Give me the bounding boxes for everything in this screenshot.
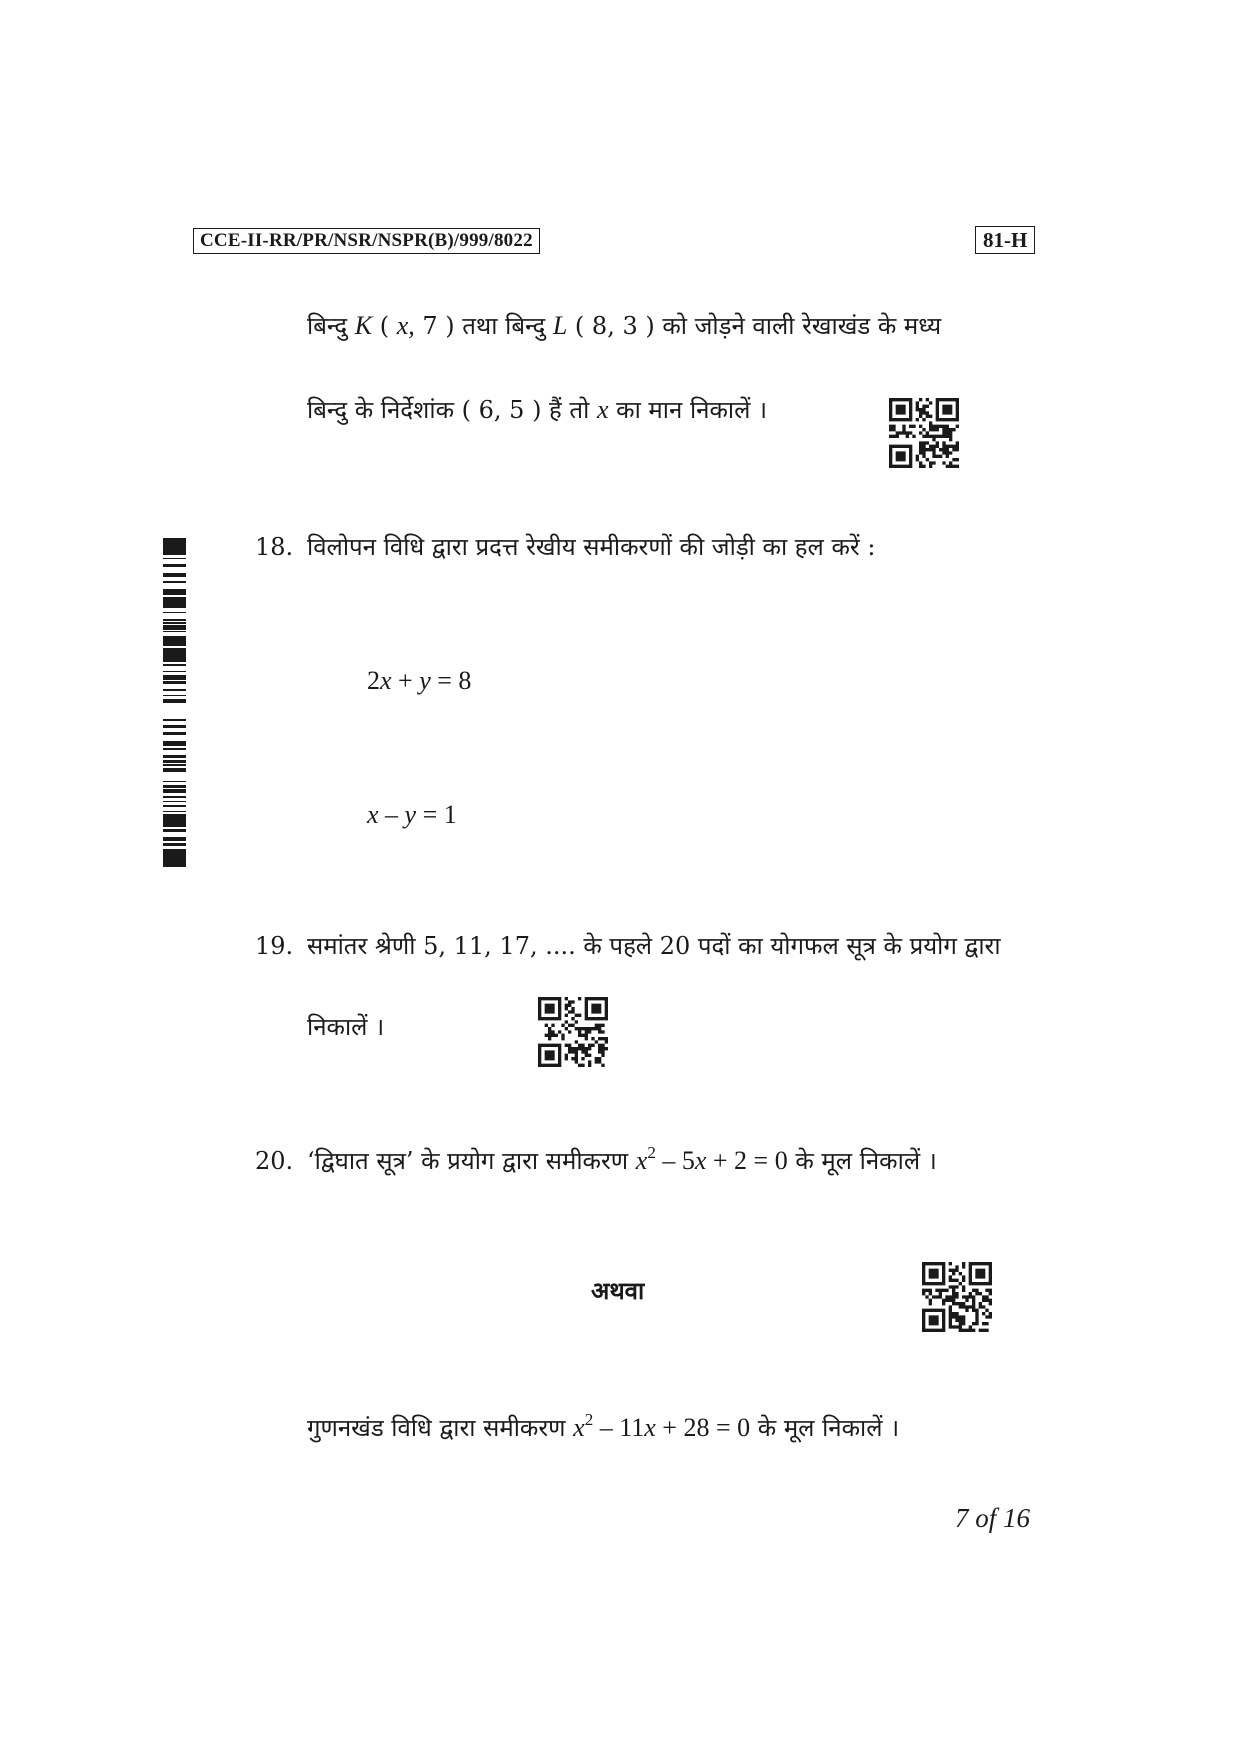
q20-text: ‘द्विघात सूत्र’ के प्रयोग द्वारा समीकरण (307, 1147, 636, 1175)
eq-var: x (644, 1413, 656, 1442)
barcode-image (163, 538, 186, 872)
eq-op: + (391, 666, 420, 695)
q20-text: के मूल निकालें । (787, 1147, 937, 1175)
q19-line-2 (307, 1010, 384, 1044)
q20-equation (635, 1143, 788, 1175)
page-number: 7 of 16 (955, 1503, 1031, 1533)
eq-term: + 2 = 0 (706, 1146, 788, 1175)
q17-point-k: K (354, 311, 373, 340)
eq-term: 2 (367, 666, 380, 695)
q20-alt-text: के मूल निकालें । (750, 1414, 900, 1442)
q17-text: बिन्दु (307, 312, 355, 340)
q19-line-1 (255, 929, 1001, 963)
eq-power: 2 (647, 1143, 656, 1162)
q17-text: ( (372, 312, 397, 340)
q19-text: समांतर श्रेणी 5, 11, 17, .... के पहले 20 पदों का योगफल सूत्र के प्रयोग द्वारा (307, 932, 1001, 960)
eq-var: y (419, 666, 431, 695)
q18-line (255, 530, 875, 564)
eq-term: – 11 (593, 1413, 645, 1442)
question-number: 20. (255, 1147, 294, 1175)
qr-code-icon (538, 997, 608, 1067)
question-number: 19. (255, 932, 294, 960)
eq-rhs: = 8 (430, 666, 472, 695)
eq-var: y (404, 800, 417, 829)
q20-alt-line (307, 1411, 899, 1445)
eq-rhs: = 1 (416, 800, 457, 829)
q18-equation-1 (367, 666, 471, 696)
q20-line (255, 1144, 937, 1178)
eq-var: x (694, 1146, 707, 1175)
q17-line-1 (307, 309, 941, 343)
q17-point-l: L (552, 311, 568, 340)
paper-number-box: 81-H (975, 226, 1035, 254)
eq-var: x (380, 666, 392, 695)
q18-text: विलोपन विधि द्वारा प्रदत्त रेखीय समीकरणों की जोड़ी का हल करें : (307, 533, 876, 561)
q20-alt-text: गुणनखंड विधि द्वारा समीकरण (307, 1414, 574, 1442)
eq-term: + 28 = 0 (655, 1413, 751, 1442)
q20-alt-equation (573, 1410, 751, 1442)
q19-text: निकालें । (307, 1013, 385, 1041)
paper-code-box: CCE-II-RR/PR/NSR/NSPR(B)/999/8022 (193, 228, 540, 254)
qr-code-icon (889, 398, 959, 468)
qr-code-icon (922, 1262, 992, 1332)
eq-var: x (573, 1413, 585, 1442)
q17-var-x: x, (396, 311, 415, 340)
question-number: 18. (255, 533, 294, 561)
q17-line-2 (307, 393, 767, 427)
eq-term: – 5 (655, 1146, 695, 1175)
eq-var: x (635, 1146, 648, 1175)
eq-power: 2 (584, 1410, 594, 1429)
or-separator: अथवा (591, 1276, 645, 1305)
q17-var-x: x (596, 395, 609, 424)
q17-text: ( 8, 3 ) को जोड़ने वाली रेखाखंड के मध्य (567, 312, 942, 340)
q17-text: 7 ) तथा बिन्दु (414, 312, 553, 340)
q17-text: का मान निकालें । (608, 396, 768, 424)
q18-equation-2 (367, 800, 457, 830)
eq-op: – (378, 800, 405, 829)
q17-text: बिन्दु के निर्देशांक ( 6, 5 ) हैं तो (307, 396, 597, 424)
eq-var: x (367, 800, 379, 829)
